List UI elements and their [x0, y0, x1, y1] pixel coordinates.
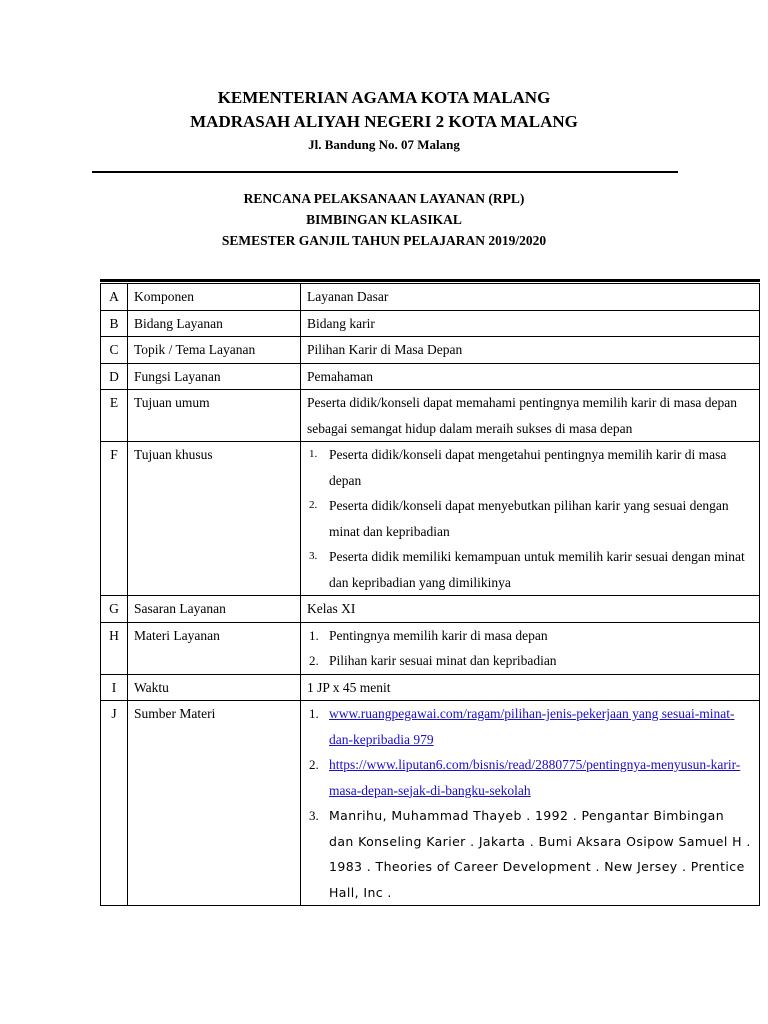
- list-number: 2.: [309, 499, 318, 511]
- source-reference-books: Manrihu, Muhammad Thayeb . 1992 . Pengantar Bimbingan dan Konseling Karier . Jakarta . Bumi Aksara Osipow Samuel H . 1983 . Theories of Career Development . New Jersey . Prentice Hall, Inc .: [329, 808, 751, 900]
- row-label: Sumber Materi: [128, 701, 301, 906]
- list-item: [307, 623, 753, 649]
- row-value: Pemahaman: [301, 363, 760, 390]
- list-item: [307, 442, 753, 493]
- row-letter: F: [101, 442, 128, 596]
- row-letter: H: [101, 622, 128, 674]
- list-number: 1.: [309, 706, 319, 721]
- list-number: 2.: [309, 653, 319, 668]
- list-number: 1.: [309, 448, 318, 460]
- list-item-text: Peserta didik/konseli dapat mengetahui pentingnya memilih karir di masa depan: [329, 447, 727, 488]
- row-label: Fungsi Layanan: [128, 363, 301, 390]
- table-top-border: [100, 279, 760, 282]
- table-row: [101, 622, 760, 674]
- row-label: Komponen: [128, 284, 301, 311]
- table-row: [101, 337, 760, 364]
- list-item-text: Peserta didik memiliki kemampuan untuk memilih karir sesuai dengan minat dan kepribadian yang dimilikinya: [329, 549, 745, 590]
- list-number: 3.: [309, 550, 318, 562]
- list-item: [307, 752, 753, 803]
- list-number: 1.: [309, 627, 319, 643]
- row-label: Bidang Layanan: [128, 310, 301, 337]
- school-address: Jl. Bandung No. 07 Malang: [308, 137, 460, 152]
- row-letter: G: [101, 596, 128, 623]
- row-letter: E: [101, 390, 128, 442]
- table-row: [101, 701, 760, 906]
- row-label: Tujuan khusus: [128, 442, 301, 596]
- list-item-text: Peserta didik/konseli dapat menyebutkan pilihan karir yang sesuai dengan minat dan kepribadian: [329, 498, 729, 539]
- row-value: [301, 442, 760, 596]
- ministry-name: KEMENTERIAN AGAMA KOTA MALANG: [217, 88, 551, 107]
- table-row: [101, 442, 760, 596]
- list-number: 2.: [309, 757, 319, 772]
- row-letter: J: [101, 701, 128, 906]
- title-line-3: SEMESTER GANJIL TAHUN PELAJARAN 2019/2020: [221, 233, 547, 248]
- row-value: Kelas XI: [301, 596, 760, 623]
- list-item: [307, 701, 753, 752]
- list-item: [307, 648, 753, 674]
- list-item: [307, 803, 753, 905]
- title-line-2: BIMBINGAN KLASIKAL: [306, 212, 462, 227]
- letterhead-divider: [92, 171, 678, 173]
- table-row: [101, 363, 760, 390]
- row-letter: D: [101, 363, 128, 390]
- table-row: [101, 310, 760, 337]
- specific-goals-list: [307, 442, 753, 595]
- title-line-1: RENCANA PELAKSANAAN LAYANAN (RPL): [243, 191, 525, 206]
- list-number: 3.: [309, 808, 319, 823]
- row-label: Topik / Tema Layanan: [128, 337, 301, 364]
- letterhead: [0, 86, 768, 156]
- school-name: MADRASAH ALIYAH NEGERI 2 KOTA MALANG: [190, 112, 578, 131]
- row-value: [301, 701, 760, 906]
- list-item: [307, 493, 753, 544]
- table-row: [101, 596, 760, 623]
- list-item-text: Pilihan karir sesuai minat dan kepribadian: [329, 653, 557, 668]
- row-letter: B: [101, 310, 128, 337]
- row-label: Tujuan umum: [128, 390, 301, 442]
- source-link-liputan6[interactable]: https://www.liputan6.com/bisnis/read/2880775/pentingnya-menyusun-karir-masa-depan-sejak-di-bangku-sekolah: [329, 757, 741, 798]
- row-value: 1 JP x 45 menit: [301, 674, 760, 701]
- document-title: [0, 188, 768, 251]
- row-value: [301, 622, 760, 674]
- table-row: [101, 284, 760, 311]
- source-link-ruangpegawai[interactable]: www.ruangpegawai.com/ragam/pilihan-jenis-pekerjaan yang sesuai-minat-dan-kepribadia 979: [329, 706, 735, 747]
- row-value: Layanan Dasar: [301, 284, 760, 311]
- row-letter: C: [101, 337, 128, 364]
- row-label: Materi Layanan: [128, 622, 301, 674]
- row-label: Waktu: [128, 674, 301, 701]
- row-label: Sasaran Layanan: [128, 596, 301, 623]
- list-item-text: Pentingnya memilih karir di masa depan: [329, 627, 548, 643]
- row-value: Peserta didik/konseli dapat memahami pentingnya memilih karir di masa depan sebagai semangat hidup dalam meraih sukses di masa depan: [301, 390, 760, 442]
- row-value: Pilihan Karir di Masa Depan: [301, 337, 760, 364]
- rpl-table: [100, 283, 760, 906]
- list-item: [307, 544, 753, 595]
- row-letter: A: [101, 284, 128, 311]
- row-letter: I: [101, 674, 128, 701]
- table-row: [101, 390, 760, 442]
- material-list: [307, 623, 753, 674]
- sources-list: [307, 701, 753, 905]
- table-row: [101, 674, 760, 701]
- row-value: Bidang karir: [301, 310, 760, 337]
